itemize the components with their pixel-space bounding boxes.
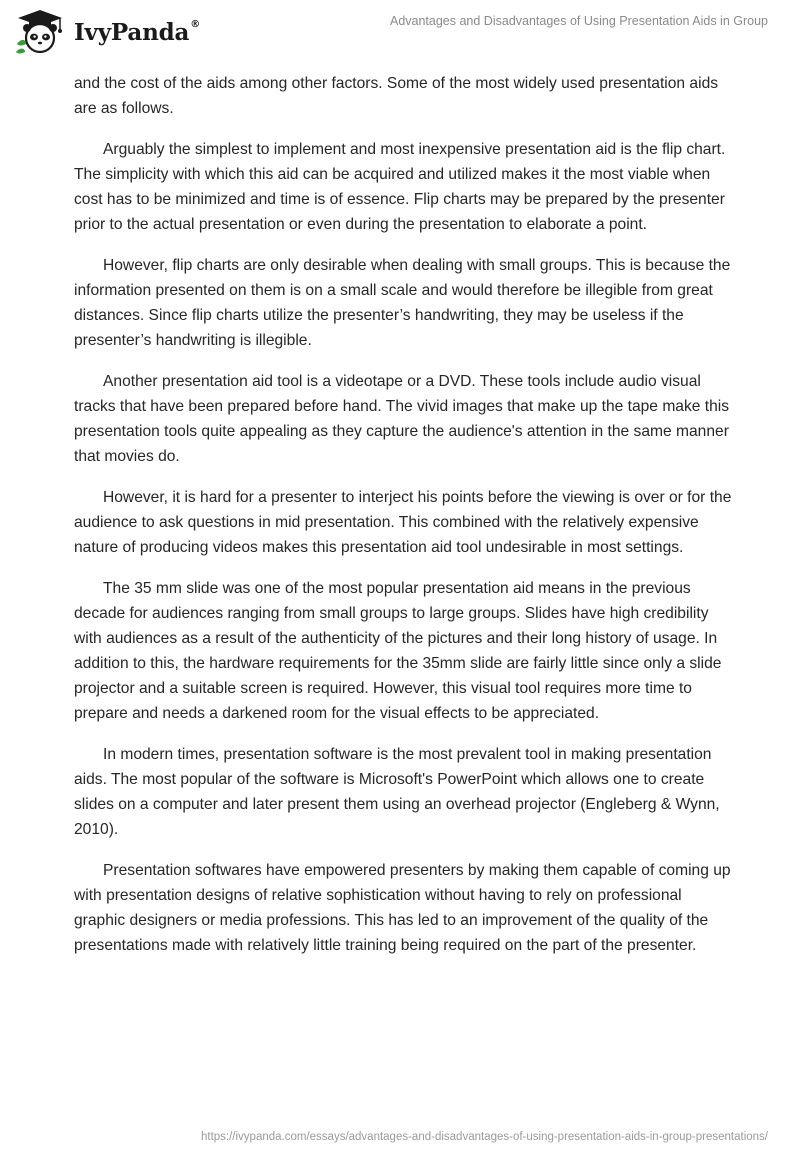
paragraph: However, it is hard for a presenter to interject his points before the viewing is over or for the audience to ask questions in mid presentation. This combined with the relatively expensive nature of producing videos makes this presentation aid tool undesirable in most settings. [74,489,732,556]
paragraph: However, flip charts are only desirable when dealing with small groups. This is because the information presented on them is on a small scale and would therefore be illegible from great distances. Since flip charts utilize the presenter’s handwriting, they may be useless if the presenter’s handwriting is illegible. [74,257,731,349]
paragraph: In modern times, presentation software is the most prevalent tool in making presentation aids. The most popular of the software is Microsoft's PowerPoint which allows one to create slides on a computer and later present them using an overhead projector (Engleberg & Wynn, 2010). [74,746,720,838]
paragraph: and the cost of the aids among other factors. Some of the most widely used presentation aids are as follows. [74,75,719,117]
source-url[interactable]: https://ivypanda.com/essays/advantages-and-disadvantages-of-using-presentation-aids-in-group-presentations/ [200,1131,768,1143]
page-header [0,0,800,64]
paragraph: Another presentation aid tool is a videotape or a DVD. These tools include audio visual tracks that have been prepared before hand. The vivid images that make up the tape make this presentation tools quite appealing as they capture the audience's attention in the same manner that movies do. [74,373,730,465]
paragraph: Arguably the simplest to implement and most inexpensive presentation aid is the flip chart. The simplicity with which this aid can be acquired and utilized makes it the most viable when cost has to be minimized and time is of essence. Flip charts may be prepared by the presenter prior to the actual presentation or even during the presentation to elaborate a point. [74,141,726,233]
panda-graduate-icon [14,8,66,56]
logo-wordmark: IvyPanda® [74,18,200,46]
registered-mark: ® [190,18,200,30]
paragraph: Presentation softwares have empowered presenters by making them capable of coming up with presentation designs of relative sophistication without having to rely on professional graphic designers or media professions. This has led to an improvement of the quality of the presentations made with relatively little training being required on the part of the presenter. [74,862,731,954]
essay-body [74,71,734,974]
paragraph: The 35 mm slide was one of the most popular presentation aid means in the previous decade for audiences ranging from small groups to large groups. Slides have high credibility with audiences as a result of the authenticity of the pictures and their long history of usage. In addition to this, the hardware requirements for the 35mm slide are fairly little since only a slide projector and a suitable screen is required. However, this visual tool requires more time to prepare and needs a darkened room for the visual effects to be appreciated. [74,580,722,722]
ivypanda-logo[interactable] [14,8,200,56]
document-title: Advantages and Disadvantages of Using Presentation Aids in Group [389,14,768,28]
